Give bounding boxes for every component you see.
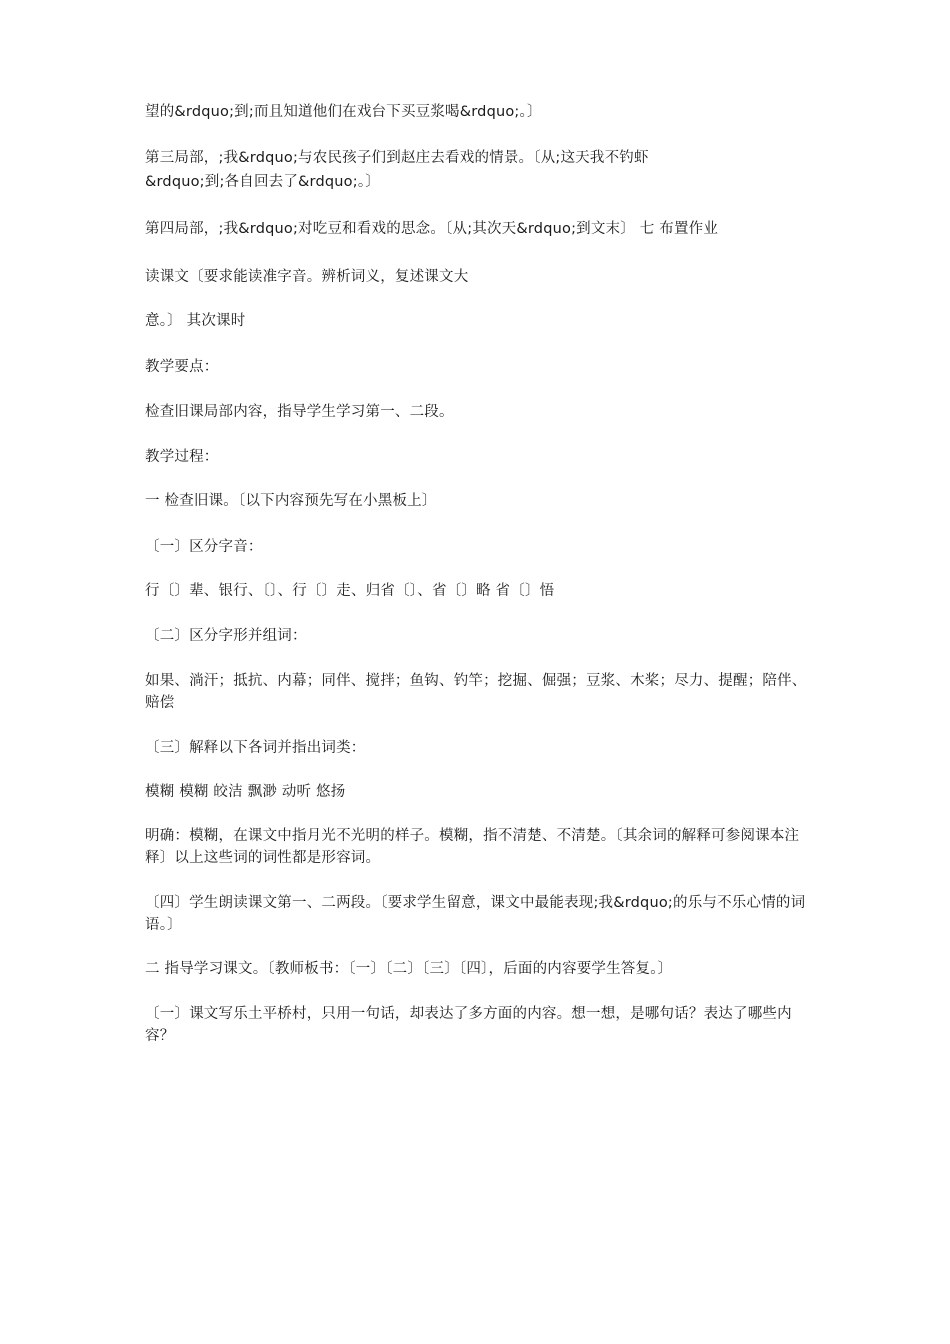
paragraph-3: 第四局部，;我&rdquo;对吃豆和看戏的思念。〔从;其次天&rdquo;到文末〕 七 布置作业 [145, 221, 719, 237]
question-paragraph: 〔一〕课文写乐土平桥村，只用一句话，却表达了多方面的内容。想一想，是哪句话？表达了哪些内容？ [145, 1006, 792, 1044]
paragraph-4: 读课文〔要求能读准字音。辨析词义，复述课文大 [145, 269, 469, 285]
teaching-points-heading: 教学要点： [145, 359, 219, 375]
paragraph-5: 意。〕 其次课时 [145, 313, 246, 329]
subsection-reading: 〔四〕学生朗读课文第一、二两段。〔要求学生留意，课文中最能表现;我&rdquo;的乐与不乐心情的词语。〕 [145, 895, 806, 933]
section-one-heading: 一 检查旧课。〔以下内容预先写在小黑板上〕 [145, 493, 437, 509]
subsection-word-explanation: 〔三〕解释以下各词并指出词类： [145, 740, 366, 756]
teaching-process-heading: 教学过程： [145, 449, 219, 465]
paragraph-1: 望的&rdquo;到;而且知道他们在戏台下买豆浆喝&rdquo;。〕 [145, 104, 542, 120]
pronunciation-items: 行〔〕辈、银行、〔〕、行〔〕走、归省〔〕、省〔〕略 省〔〕悟 [145, 583, 555, 599]
teaching-points-text: 检查旧课局部内容，指导学生学习第一、二段。 [145, 404, 454, 420]
clarification-paragraph: 明确：模糊，在课文中指月光不光明的样子。模糊，指不清楚、不清楚。〔其余词的解释可参阅课本注释〕以上这些词的词性都是形容词。 [145, 828, 800, 866]
subsection-character-forms: 〔二〕区分字形并组词： [145, 628, 307, 644]
section-two-heading: 二 指导学习课文。〔教师板书：〔一〕〔二〕〔三〕〔四〕，后面的内容要学生答复。〕 [145, 961, 673, 977]
paragraph-2-line-1: 第三局部，;我&rdquo;与农民孩子们到赵庄去看戏的情景。〔从;这天我不钓虾 [145, 150, 649, 166]
subsection-pronunciation: 〔一〕区分字音： [145, 539, 263, 555]
paragraph-2-line-2: &rdquo;到;各自回去了&rdquo;。〕 [145, 174, 380, 190]
character-form-items: 如果、淌汗；抵抗、内幕；同伴、搅拌；鱼钩、钓竿；挖掘、倔强；豆浆、木桨；尽力、提醒；陪伴、赔偿 [145, 673, 807, 711]
word-list: 模糊 模糊 皎洁 飘渺 动听 悠扬 [145, 784, 346, 800]
